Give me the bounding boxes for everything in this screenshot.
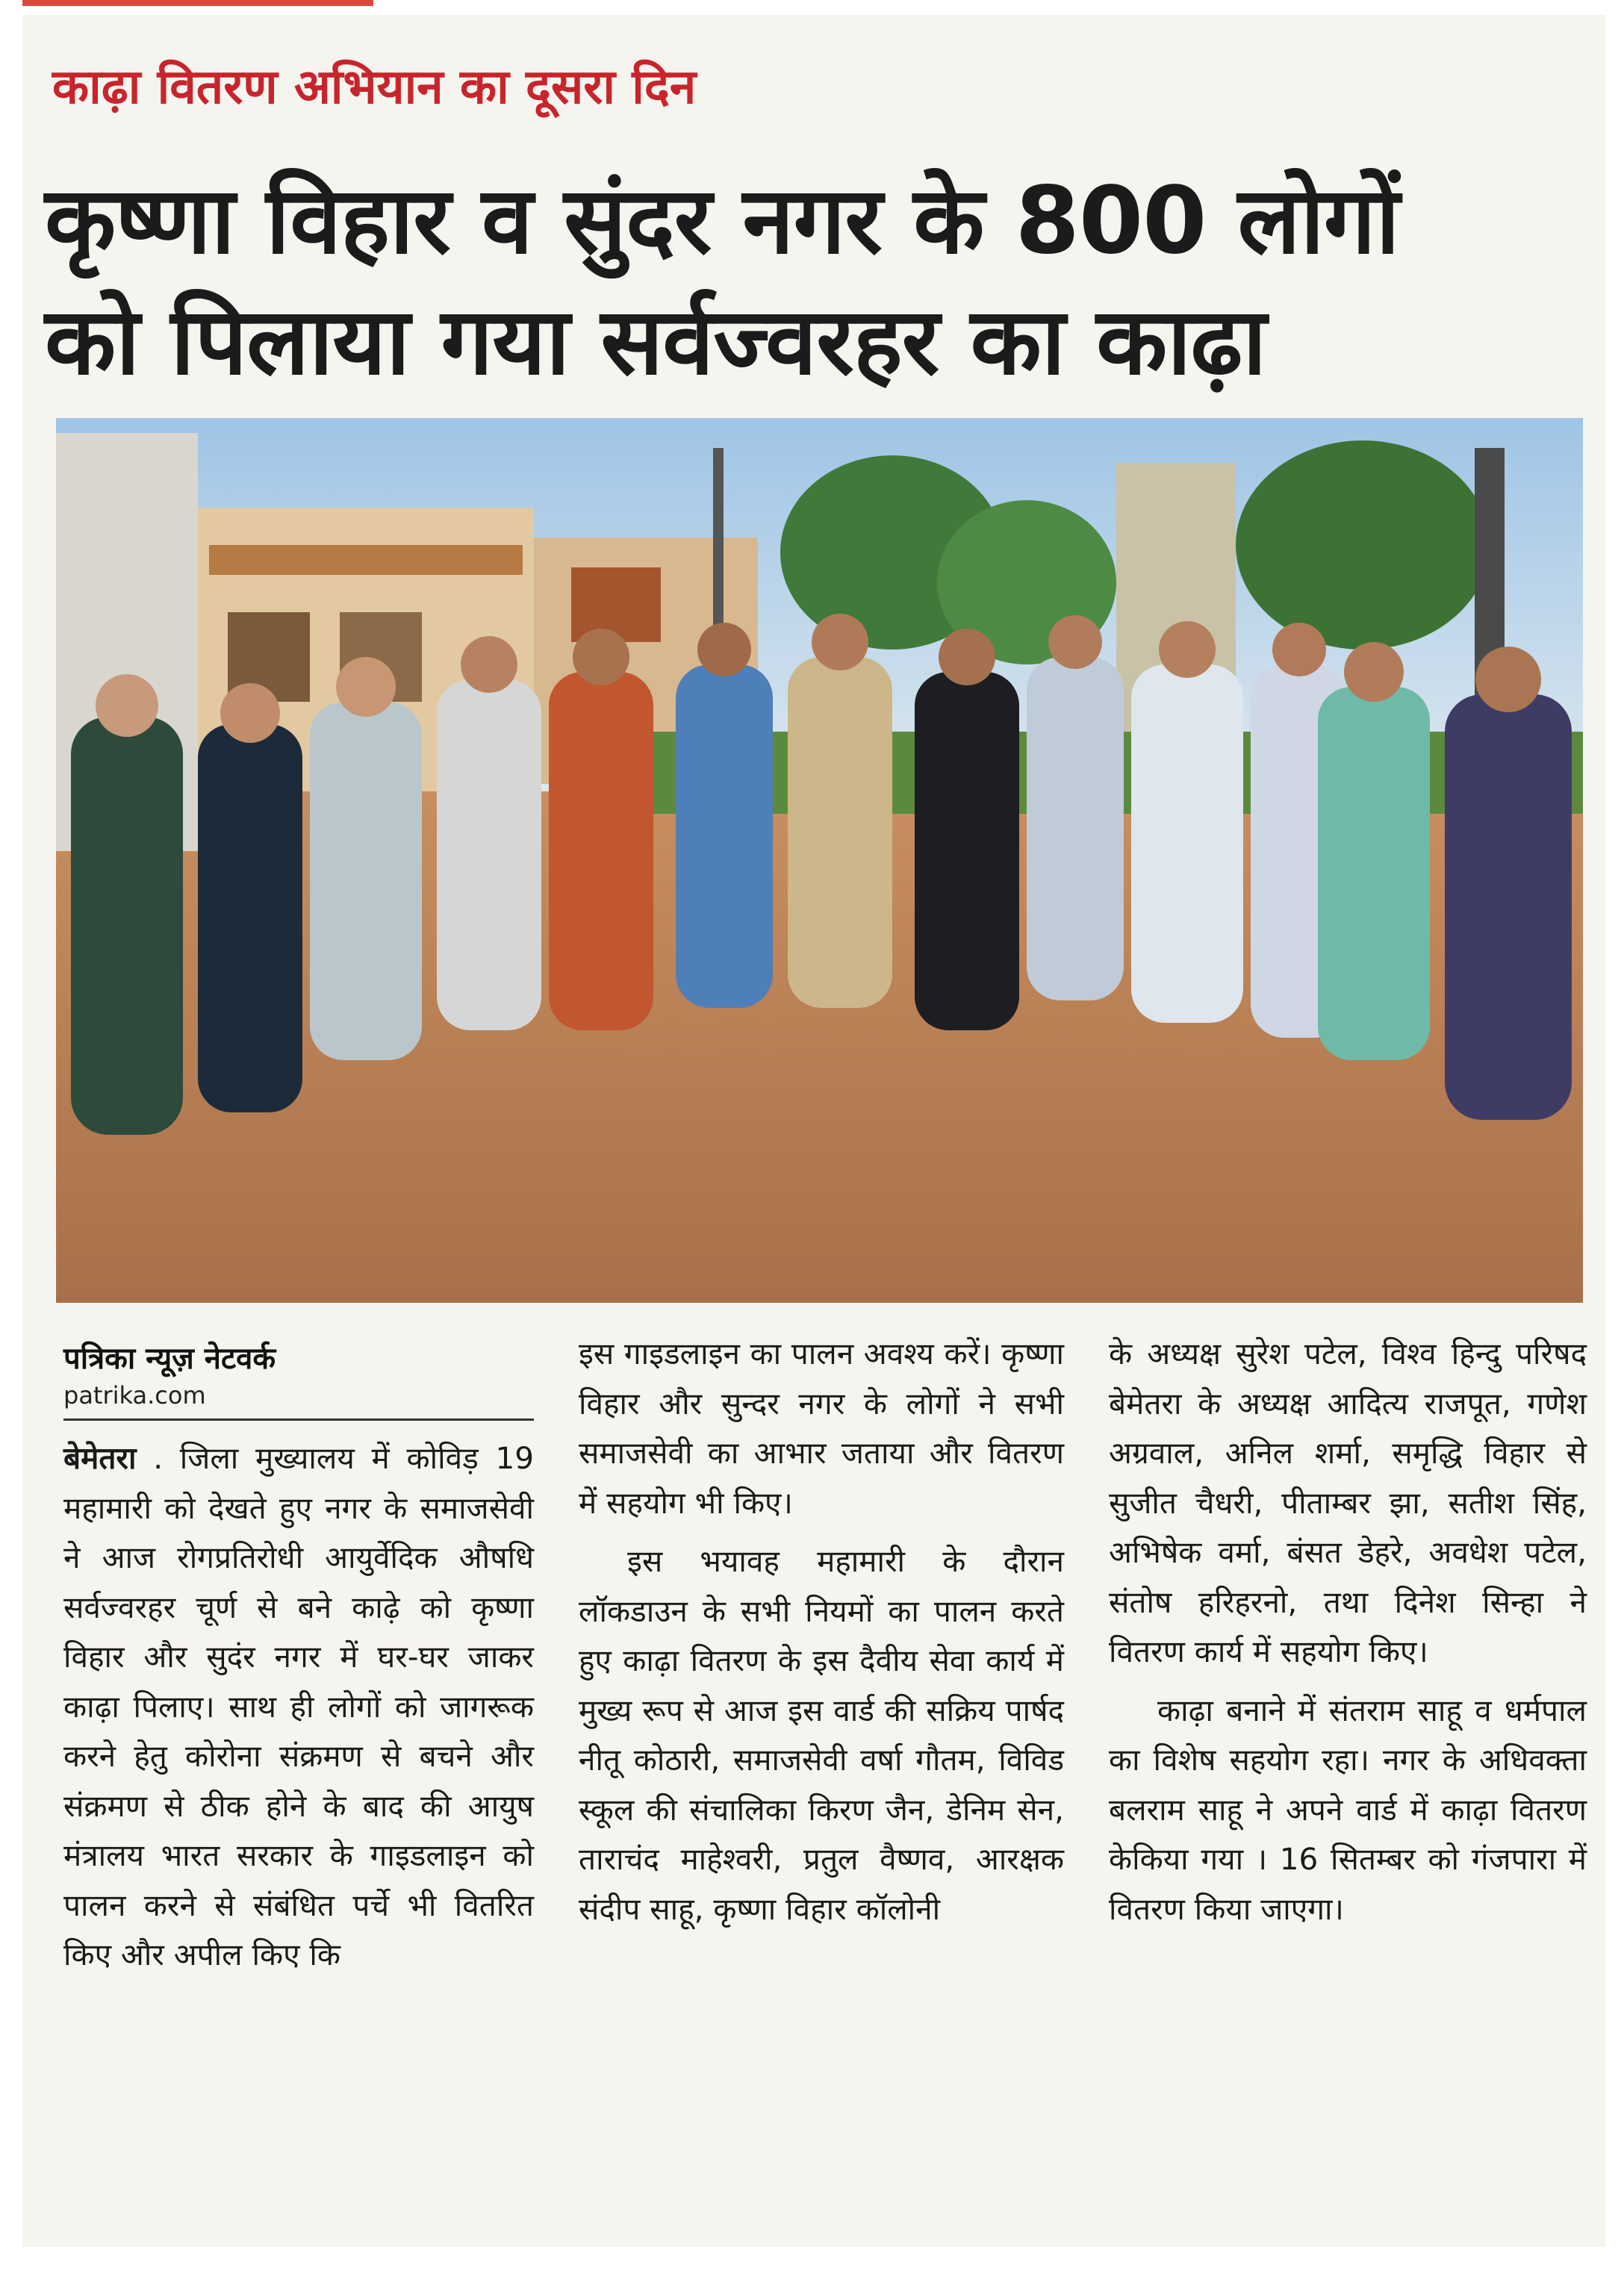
article-column-2 — [579, 1329, 1064, 1934]
article-column-1 — [63, 1433, 534, 1980]
article-column-3 — [1109, 1329, 1587, 1934]
headline — [45, 161, 1583, 402]
news-photo — [56, 418, 1583, 1303]
source-site: patrika.com — [63, 1381, 206, 1410]
paragraph: बेमेतरा . जिला मुख्यालय में कोविड़ 19 महामारी को देखते हुए नगर के समाजसेवी ने आज रोगप्रतिरोधी आयुर्वेदिक औषधि सर्वज्वरहर चूर्ण से बने काढ़े को कृष्णा विहार और सुदंर नगर में घर-घर जाकर काढ़ा पिलाए। साथ ही लोगों को जागरूक करने हेतु कोरोना संक्रमण से बचने और संक्रमण से ठीक होने के बाद की आयुष मंत्रालय भारत सरकार के गाइडलाइन को पालन करने से संबंधित पर्चे भी वितरित किए और अपील किए कि — [63, 1440, 534, 1972]
paragraph: इस भयावह महामारी के दौरान लॉकडाउन के सभी नियमों का पालन करते हुए काढ़ा वितरण के इस दैवीय सेवा कार्य में मुख्य रूप से आज इस वार्ड की सक्रिय पार्षद नीतू कोठारी, समाजसेवी वर्षा गौतम, विविड स्कूल की संचालिका किरण जैन, डेनिम सेन, ताराचंद माहेश्वरी, प्रतुल वैष्णव, आरक्षक संदीप साहू, कृष्णा विहार कॉलोनी — [579, 1543, 1064, 1927]
column-1-text: जिला मुख्यालय में कोविड़ 19 महामारी को देखते हुए नगर के समाजसेवी ने आज रोगप्रतिरोधी आयुर्वेदिक औषधि सर्वज्वरहर चूर्ण से बने काढ़े को कृष्णा विहार और सुदंर नगर में घर-घर जाकर काढ़ा पिलाए। साथ ही लोगों को जागरूक करने हेतु कोरोना संक्रमण से बचने और संक्रमण से ठीक होने के बाद की आयुष मंत्रालय भारत सरकार के गाइडलाइन को पालन करने से संबंधित पर्चे भी वितरित किए और अपील किए कि — [63, 1440, 534, 1972]
headline-line-2: को पिलाया गया सर्वज्वरहर का काढ़ा — [45, 288, 1266, 396]
paragraph: के अध्यक्ष सुरेश पटेल, विश्व हिन्दु परिषद बेमेतरा के अध्यक्ष आदित्य राजपूत, गणेश अग्रवाल, अनिल शर्मा, समृद्धि विहार से सुजीत चैधरी, पीताम्बर झा, सतीश सिंह, अभिषेक वर्मा, बंसत डेहरे, अवधेश पटेल, संतोष हरिहरनो, तथा दिनेश सिन्हा ने वितरण कार्य में सहयोग किए। — [1109, 1336, 1587, 1669]
group-photo-illustration — [56, 418, 1583, 1303]
byline: पत्रिका न्यूज़ नेटवर्क — [63, 1342, 276, 1376]
top-red-rule — [22, 0, 373, 6]
byline-rule — [63, 1419, 534, 1421]
dateline: बेमेतरा — [63, 1440, 137, 1476]
headline-line-1: कृष्णा विहार व सुंदर नगर के 800 लोगों — [45, 167, 1399, 275]
paragraph: इस गाइडलाइन का पालन अवश्य करें। कृष्णा विहार और सुन्दर नगर के लोगों ने सभी समाजसेवी का आभार जताया और वितरण में सहयोग भी किए। — [579, 1336, 1064, 1521]
kicker: काढ़ा वितरण अभियान का दूसरा दिन — [52, 60, 697, 115]
paragraph: काढ़ा बनाने में संतराम साहू व धर्मपाल का विशेष सहयोग रहा। नगर के अधिवक्ता बलराम साहू ने अपने वार्ड में काढ़ा वितरण केकिया गया । 16 सितम्बर को गंजपारा में वितरण किया जाएगा। — [1109, 1692, 1587, 1927]
